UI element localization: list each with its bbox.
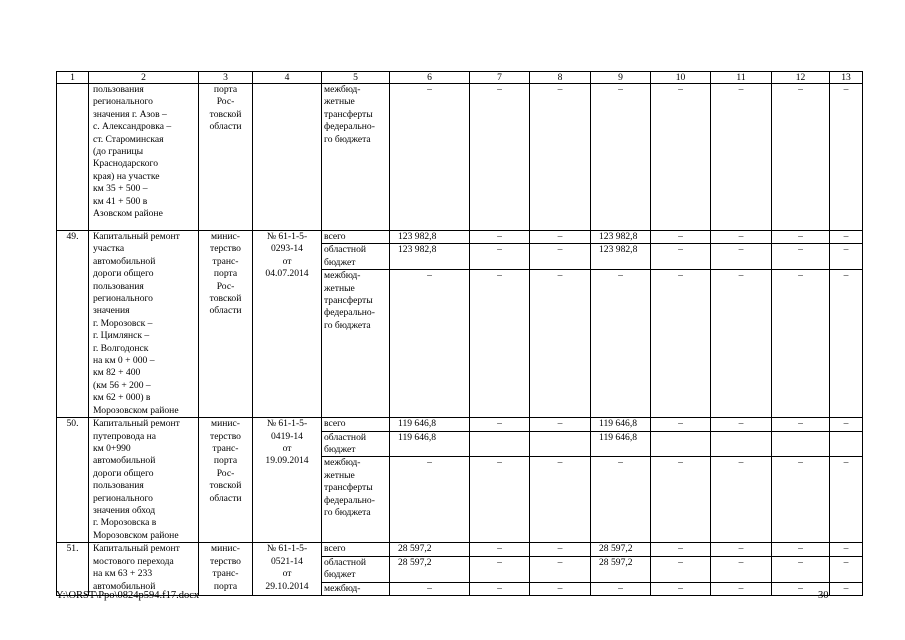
object-name: Капитальный ремонт участка автомобильной дороги общего пользования регионального значения г. Морозовск – г. Цимлянск – г. Волгодонск на км 0 + 000 – км 82 + 400 (км 56 + 200 – км 62 + 000) в Морозовском районе — [89, 231, 199, 418]
value-cell — [830, 431, 863, 457]
value-cell: – — [830, 582, 863, 595]
table-row — [57, 231, 863, 244]
item-number: 51. — [57, 543, 89, 596]
funding-source: областной бюджет — [322, 431, 390, 457]
funding-source: областной бюджет — [322, 556, 390, 582]
item-number: 50. — [57, 418, 89, 543]
value-cell: – — [470, 543, 530, 556]
col-num: 8 — [530, 72, 591, 84]
table-row — [57, 543, 863, 556]
value-cell: 119 646,8 — [591, 431, 651, 457]
total-value: 123 982,8 — [390, 231, 470, 244]
funding-source: всего — [322, 543, 390, 556]
value-cell: – — [651, 270, 711, 418]
object-name: Капитальный ремонт путепровода на км 0+990 автомобильной дороги общего пользования регионального значения обход г. Морозовска в Морозовском районе — [89, 418, 199, 543]
value-cell: – — [711, 84, 772, 231]
funding-source: межбюд- жетные трансферты федерально- го бюджета — [322, 270, 390, 418]
table-row — [57, 418, 863, 431]
col-num: 7 — [470, 72, 530, 84]
value-cell: – — [772, 270, 830, 418]
value-cell: – — [390, 270, 470, 418]
value-cell: – — [651, 543, 711, 556]
funding-source: всего — [322, 418, 390, 431]
value-cell: – — [651, 84, 711, 231]
value-cell: – — [772, 457, 830, 543]
value-cell — [470, 431, 530, 457]
table-row — [57, 84, 863, 231]
object-name: пользования регионального значения г. Азов – с. Александровка – ст. Староминская (до границы Краснодарского края) на участке км 35 + 500 – км 41 + 500 в Азовском районе — [89, 84, 199, 231]
value-cell: – — [651, 418, 711, 431]
value-cell: – — [470, 556, 530, 582]
col-num: 1 — [57, 72, 89, 84]
file-path: Y:\ORST\Ppo\0824p594.f17.docx — [56, 590, 200, 601]
value-cell: – — [651, 556, 711, 582]
item-number — [57, 84, 89, 231]
col-num: 4 — [253, 72, 322, 84]
value-cell: – — [711, 231, 772, 244]
value-cell: – — [772, 84, 830, 231]
col-num: 11 — [711, 72, 772, 84]
customer: порта Рос- товской области — [199, 84, 253, 231]
value-cell: – — [772, 418, 830, 431]
value-cell: – — [772, 231, 830, 244]
funding-source: межбюд- жетные трансферты федерально- го бюджета — [322, 457, 390, 543]
value-cell: – — [530, 84, 591, 231]
customer: минис- терство транс- порта Рос- товской области — [199, 231, 253, 418]
value-cell: – — [591, 457, 651, 543]
total-value: 123 982,8 — [390, 244, 470, 270]
value-cell: – — [470, 270, 530, 418]
col-num: 5 — [322, 72, 390, 84]
value-cell — [651, 431, 711, 457]
value-cell: – — [711, 418, 772, 431]
value-cell: – — [711, 556, 772, 582]
value-cell: – — [591, 582, 651, 595]
value-cell: – — [530, 270, 591, 418]
item-number: 49. — [57, 231, 89, 418]
value-cell: – — [530, 543, 591, 556]
value-cell: – — [772, 543, 830, 556]
value-cell: – — [830, 231, 863, 244]
value-cell: – — [830, 457, 863, 543]
value-cell: – — [390, 84, 470, 231]
col-num: 6 — [390, 72, 470, 84]
value-cell: – — [711, 270, 772, 418]
value-cell: – — [772, 244, 830, 270]
value-cell: – — [470, 231, 530, 244]
value-cell: – — [470, 244, 530, 270]
value-cell: – — [711, 543, 772, 556]
contract: № 61-1-5- 0293-14 от 04.07.2014 — [253, 231, 322, 418]
value-cell: – — [711, 244, 772, 270]
value-cell: – — [830, 556, 863, 582]
value-cell: – — [651, 231, 711, 244]
value-cell: – — [830, 244, 863, 270]
value-cell: – — [470, 418, 530, 431]
value-cell: – — [530, 418, 591, 431]
value-cell: – — [390, 457, 470, 543]
col-num: 3 — [199, 72, 253, 84]
value-cell: – — [772, 556, 830, 582]
total-value: 28 597,2 — [390, 543, 470, 556]
value-cell: – — [530, 231, 591, 244]
value-cell: – — [830, 418, 863, 431]
customer: минис- терство транс- порта Рос- товской области — [199, 418, 253, 543]
value-cell: – — [390, 582, 470, 595]
funding-source: всего — [322, 231, 390, 244]
value-cell: 28 597,2 — [591, 543, 651, 556]
value-cell: 123 982,8 — [591, 231, 651, 244]
value-cell: – — [530, 556, 591, 582]
customer: минис- терство транс- порта — [199, 543, 253, 596]
total-value: 119 646,8 — [390, 431, 470, 457]
value-cell: – — [591, 270, 651, 418]
col-num: 9 — [591, 72, 651, 84]
value-cell — [772, 431, 830, 457]
value-cell — [530, 431, 591, 457]
value-cell: – — [651, 582, 711, 595]
contract — [253, 84, 322, 231]
value-cell: – — [470, 457, 530, 543]
value-cell — [711, 431, 772, 457]
value-cell: – — [470, 84, 530, 231]
value-cell: – — [530, 457, 591, 543]
funding-source: областной бюджет — [322, 244, 390, 270]
value-cell: 28 597,2 — [591, 556, 651, 582]
value-cell: – — [830, 270, 863, 418]
value-cell: – — [830, 543, 863, 556]
column-number-row — [57, 72, 863, 84]
funding-source: межбюд- — [322, 582, 390, 595]
col-num: 10 — [651, 72, 711, 84]
value-cell: – — [830, 84, 863, 231]
value-cell: – — [530, 582, 591, 595]
value-cell: – — [711, 457, 772, 543]
total-value: 119 646,8 — [390, 418, 470, 431]
total-value: 28 597,2 — [390, 556, 470, 582]
value-cell: – — [530, 244, 591, 270]
value-cell: 123 982,8 — [591, 244, 651, 270]
value-cell: – — [651, 244, 711, 270]
contract: № 61-1-5- 0419-14 от 19.09.2014 — [253, 418, 322, 543]
value-cell: 119 646,8 — [591, 418, 651, 431]
program-table — [56, 71, 863, 596]
contract: № 61-1-5- 0521-14 от 29.10.2014 — [253, 543, 322, 596]
funding-source: межбюд- жетные трансферты федерально- го бюджета — [322, 84, 390, 231]
value-cell: – — [772, 582, 830, 595]
object-name: Капитальный ремонт мостового перехода на км 63 + 233 автомобильной — [89, 543, 199, 596]
col-num: 2 — [89, 72, 199, 84]
col-num: 13 — [830, 72, 863, 84]
value-cell: – — [651, 457, 711, 543]
value-cell: – — [470, 582, 530, 595]
page-number: 30 — [818, 590, 829, 601]
col-num: 12 — [772, 72, 830, 84]
value-cell: – — [591, 84, 651, 231]
value-cell: – — [711, 582, 772, 595]
